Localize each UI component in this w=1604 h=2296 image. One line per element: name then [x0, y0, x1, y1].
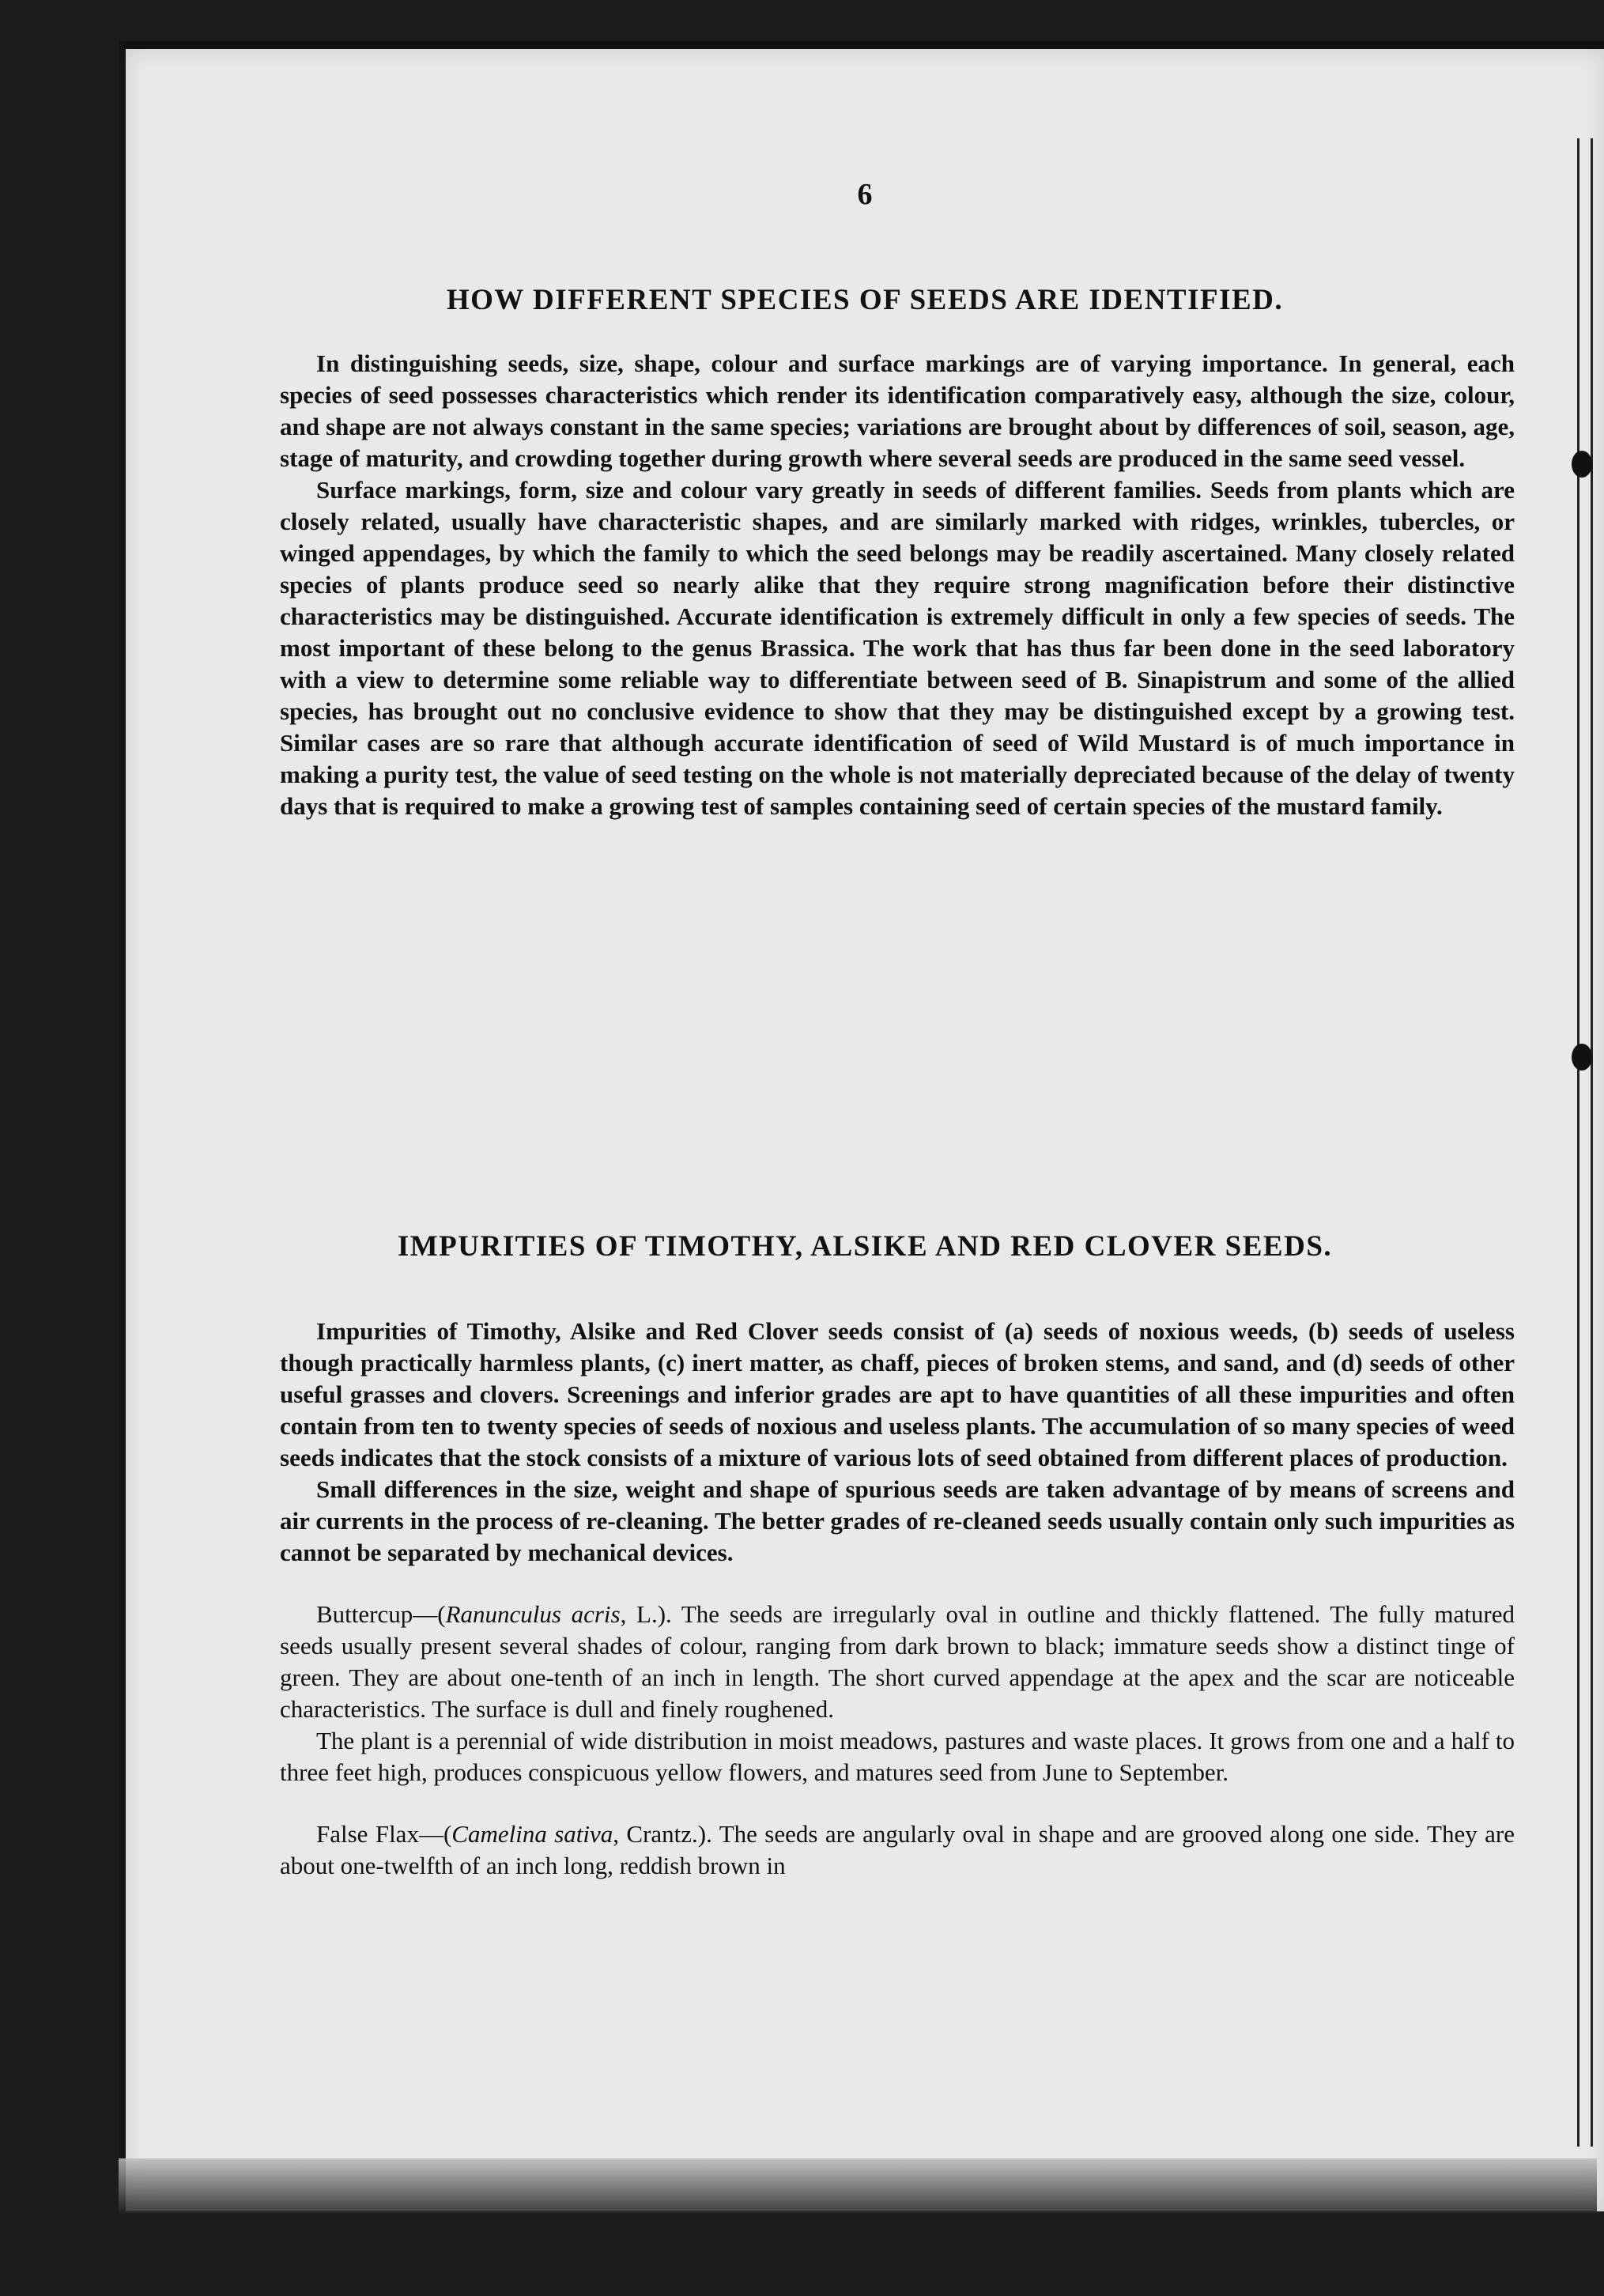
false-flax-description: The seeds are angularly oval in shape and are grooved along one side. They are about one-twelfth of an inch long, reddish brown in	[280, 1820, 1515, 1879]
buttercup-latin-name: Ranunculus acris	[445, 1600, 621, 1628]
document-page	[119, 41, 1604, 2211]
buttercup-description: The seeds are irregularly oval in outline and thickly flattened. The fully matured seeds usually present several shades of colour, ranging from dark brown to black; immature seeds show a distinct tinge of green. They are about one-tenth of an inch in length. The short curved appendage at the apex and the scar are noticeable characteristics. The surface is dull and finely roughened.	[280, 1600, 1515, 1723]
entry-buttercup	[280, 1599, 1515, 1725]
page-bottom-shadow	[119, 2158, 1597, 2214]
section-body-seed-identification	[280, 348, 1515, 822]
binding-hole-1	[1572, 451, 1592, 478]
paragraph-recleaning: Small differences in the size, weight and shape of spurious seeds are taken advantage of by means of screens and air currents in the process of re-cleaning. The better grades of re-cleaned seeds usually contain only such impurities as cannot be separated by mechanical devices.	[280, 1475, 1515, 1566]
section-heading-seed-identification: HOW DIFFERENT SPECIES OF SEEDS ARE IDENTIFIED.	[446, 284, 1284, 316]
paragraph-seed-features: In distinguishing seeds, size, shape, colour and surface markings are of varying importance. In general, each species of seed possesses characteristics which render its identification comparatively easy, although the size, colour, and shape are not always constant in the same species; variations are brought about by differences of soil, season, age, stage of maturity, and crowding together during growth where several seeds are produced in the same seed vessel.	[280, 349, 1515, 472]
false-flax-latin-name: Camelina sativa	[451, 1820, 613, 1848]
section-body-impurities	[280, 1316, 1515, 1882]
page-number: 6	[857, 178, 873, 211]
entry-false-flax	[280, 1818, 1515, 1882]
false-flax-name: False Flax—(	[316, 1820, 452, 1848]
binding-edge	[1577, 138, 1593, 2147]
buttercup-author: , L.).	[620, 1600, 672, 1628]
buttercup-name: Buttercup—(	[316, 1600, 446, 1628]
false-flax-author: , Crantz.).	[613, 1820, 712, 1848]
binding-hole-2	[1572, 1044, 1592, 1071]
section-heading-impurities: IMPURITIES OF TIMOTHY, ALSIKE AND RED CLOVER SEEDS.	[397, 1230, 1333, 1263]
paragraph-impurities-overview: Impurities of Timothy, Alsike and Red Clover seeds consist of (a) seeds of noxious weeds, (b) seeds of useless though practically harmless plants, (c) inert matter, as chaff, pieces of broken stems, and sand, and (d) seeds of other useful grasses and clovers. Screenings and inferior grades are apt to have quantities of all these impurities and often contain from ten to twenty species of seeds of noxious and useless plants. The accumulation of so many species of weed seeds indicates that the stock consists of a mixture of various lots of seed obtained from different places of production.	[280, 1317, 1515, 1471]
paragraph-surface-markings: Surface markings, form, size and colour vary greatly in seeds of different families. Seeds from plants which are closely related, usually have characteristic shapes, and are similarly marked with ridges, wrinkles, tubercles, or winged appendages, by which the family to which the seed belongs may be readily ascertained. Many closely related species of plants produce seed so nearly alike that they require strong magnification before their distinctive characteristics may be distinguished. Accurate identification is extremely difficult in only a few species of seeds. The most important of these belong to the genus Brassica. The work that has thus far been done in the seed laboratory with a view to determine some reliable way to differentiate between seed of B. Sinapistrum and some of the allied species, has brought out no conclusive evidence to show that they may be distinguished except by a growing test. Similar cases are so rare that although accurate identification of seed of Wild Mustard is of much importance in making a purity test, the value of seed testing on the whole is not materially depreciated because of the delay of twenty days that is required to make a growing test of samples containing seed of certain species of the mustard family.	[280, 476, 1515, 820]
buttercup-habit: The plant is a perennial of wide distribution in moist meadows, pastures and waste places. It grows from one and a half to three feet high, produces conspicuous yellow flowers, and matures seed from June to September.	[280, 1727, 1515, 1786]
